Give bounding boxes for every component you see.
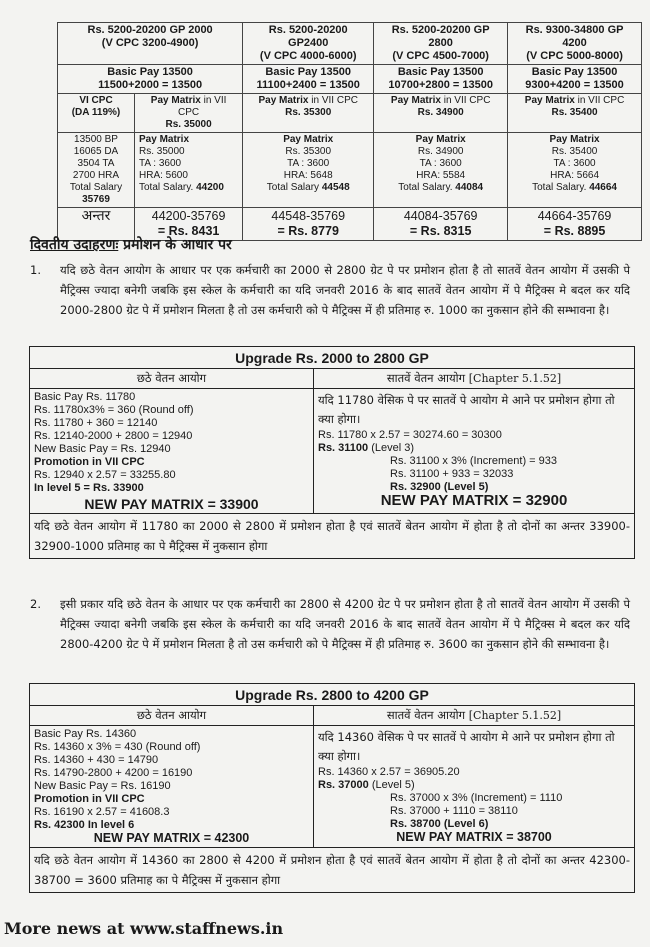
level-line: Rs. 31100 (Level 3) bbox=[318, 442, 415, 454]
matrix-detail: Pay Matrix Rs. 35300 TA : 3600 HRA: 5648 Total Salary 44548 bbox=[243, 133, 374, 208]
difference-cell: 44084-35769 = Rs. 8315 bbox=[374, 208, 508, 241]
difference-cell: 44200-35769 = Rs. 8431 bbox=[135, 208, 243, 241]
antar-label: अन्तर bbox=[58, 208, 135, 241]
grade-header: Rs. 5200-20200 GP2400 (V CPC 4000-6000) bbox=[243, 23, 374, 65]
calc-line: Rs. 31100 + 933 = 32033 bbox=[390, 468, 514, 480]
heading-underlined: दिवतीय उदाहरणः bbox=[30, 237, 119, 253]
calc-line: Rs. 11780 + 360 = 12140 bbox=[34, 417, 158, 429]
sixth-cpc-column bbox=[30, 369, 314, 513]
level-line: In level 5 = Rs. 33900 bbox=[34, 482, 144, 494]
basic-pay-cell: Basic Pay 13500 11100+2400 = 13500 bbox=[243, 65, 374, 94]
level-line: Rs. 37000 (Level 5) bbox=[318, 779, 415, 791]
paragraph-2 bbox=[30, 594, 630, 654]
calc-line: Rs. 37000 x 3% (Increment) = 1110 bbox=[390, 792, 563, 804]
calc-line: Rs. 14360 x 2.57 = 36905.20 bbox=[318, 766, 460, 778]
calc-line: Rs. 14360 x 3% = 430 (Round off) bbox=[34, 741, 201, 753]
intro-text: यदि 14360 वेसिक पे पर सातवें पे आयोग मे आने पर प्रमोशन होगा तो क्या होगा। bbox=[318, 730, 615, 763]
column-head: सातवें वेतन आयोग [Chapter 5.1.52] bbox=[314, 706, 634, 726]
grade-header: Rs. 9300-34800 GP 4200 (V CPC 5000-8000) bbox=[508, 23, 642, 65]
level-line: Rs. 32900 (Level 5) bbox=[390, 481, 489, 493]
paragraph-number: 2. bbox=[30, 597, 41, 611]
paragraph-text: इसी प्रकार यदि छठे वेतन के आधार पर एक कर्मचारी का 2800 से 4200 ग्रेट पे पर प्रमोशन होता है तो सातवें वेतन आयोग में उसकी पे मैट्रिक्स ज्यादा बनेगी जबकि इस स्केल के कर्मचारी का यदि जनवरी 2016 के बाद सातवें वेतन आयोग में पे मैट्रिक्स मे बदल कर यदि 2800-4200 ग्रेट पे में प्रमोशन मिलता है तो उस कर्मचारी को पे मैट्रिक्स में ही प्रतिमाह रु. 3600 का नुकसान होने की सम्भावना है। bbox=[60, 597, 630, 651]
calc-line: New Basic Pay = Rs. 12940 bbox=[34, 443, 171, 455]
column-head: सातवें वेतन आयोग [Chapter 5.1.52] bbox=[314, 369, 634, 389]
seventh-cpc-column bbox=[314, 706, 634, 847]
calc-line: Rs. 16190 x 2.57 = 41608.3 bbox=[34, 806, 170, 818]
vi-cpc-detail: 13500 BP 16065 DA 3504 TA 2700 HRA Total Salary 35769 bbox=[58, 133, 135, 208]
column-head: छठे वेतन आयोग bbox=[30, 706, 313, 726]
box-note: यदि छठे वेतन आयोग में 14360 का 2800 से 4200 में प्रमोशन होता है एवं सातवें बेतन आयोग में होता है तो दोनों का अन्तर 42300-38700 = 3600 प्रतिमाह का पे मैट्रिक्स में नुकसान होगा bbox=[30, 847, 634, 892]
promotion-label: Promotion in VII CPC bbox=[34, 793, 145, 805]
heading-rest: प्रमोशन के आधार पर bbox=[118, 237, 232, 253]
grade-header: Rs. 5200-20200 GP 2000 (V CPC 3200-4900) bbox=[58, 23, 243, 65]
pay-matrix-label: Pay Matrix in VII CPC Rs. 34900 bbox=[374, 94, 508, 133]
calc-line: Basic Pay Rs. 11780 bbox=[34, 391, 136, 403]
upgrade-box-1 bbox=[29, 346, 635, 559]
pay-comparison-table bbox=[57, 22, 642, 241]
matrix-detail: Pay Matrix Rs. 35000 TA : 3600 HRA: 5600 Total Salary. 44200 bbox=[135, 133, 243, 208]
calc-line: Basic Pay Rs. 14360 bbox=[34, 728, 137, 740]
paragraph-number: 1. bbox=[30, 263, 41, 277]
basic-pay-cell: Basic Pay 13500 10700+2800 = 13500 bbox=[374, 65, 508, 94]
grade-header: Rs. 5200-20200 GP 2800 (V CPC 4500-7000) bbox=[374, 23, 508, 65]
level-line: Rs. 42300 In level 6 bbox=[34, 819, 135, 831]
table-row bbox=[58, 133, 642, 208]
calc-line: New Basic Pay = Rs. 16190 bbox=[34, 780, 171, 792]
pay-matrix-label: Pay Matrix in VII CPC Rs. 35400 bbox=[508, 94, 642, 133]
box-title: Upgrade Rs. 2800 to 4200 GP bbox=[30, 684, 634, 706]
vi-cpc-label: VI CPC (DA 119%) bbox=[58, 94, 135, 133]
calc-line: Rs. 11780x3% = 360 (Round off) bbox=[34, 404, 194, 416]
level-line: Rs. 38700 (Level 6) bbox=[390, 818, 489, 830]
basic-pay-cell: Basic Pay 13500 9300+4200 = 13500 bbox=[508, 65, 642, 94]
new-pay-matrix: NEW PAY MATRIX = 33900 bbox=[84, 496, 259, 512]
calc-line: Rs. 31100 x 3% (Increment) = 933 bbox=[390, 455, 558, 467]
column-head: छठे वेतन आयोग bbox=[30, 369, 313, 389]
calc-line: Rs. 11780 x 2.57 = 30274.60 = 30300 bbox=[318, 429, 502, 441]
table-row bbox=[58, 23, 642, 65]
paragraph-1 bbox=[30, 260, 630, 320]
section-heading bbox=[30, 235, 232, 254]
paragraph-text: यदि छठे वेतन आयोग के आधार पर एक कर्मचारी का 2000 से 2800 ग्रेट पे पर प्रमोशन होता है तो सातवें वेतन आयोग में उसकी पे मैट्रिक्स ज्यादा बनेगी जबकि इस स्केल के कर्मचारी का यदि जनवरी 2016 के बाद सातवें वेतन आयोग में पे मैट्रिक्स मे बदल कर यदि 2000-2800 ग्रेट पे में प्रमोशन मिलता है तो उस कर्मचारी को पे मैट्रिक्स में ही प्रतिमाह रु. 1000 का नुकसान होने की सम्भावना है। bbox=[60, 263, 630, 317]
calc-line: Rs. 14360 + 430 = 14790 bbox=[34, 754, 159, 766]
pay-matrix-label: Pay Matrix in VII CPC Rs. 35300 bbox=[243, 94, 374, 133]
upgrade-box-2 bbox=[29, 683, 635, 893]
matrix-detail: Pay Matrix Rs. 35400 TA : 3600 HRA: 5664 Total Salary. 44664 bbox=[508, 133, 642, 208]
calc-line: Rs. 12140-2000 + 2800 = 12940 bbox=[34, 430, 193, 442]
calc-line: Rs. 14790-2800 + 4200 = 16190 bbox=[34, 767, 193, 779]
footer-link[interactable]: More news at www.staffnews.in bbox=[4, 919, 284, 938]
calc-line: Rs. 37000 + 1110 = 38110 bbox=[390, 805, 518, 817]
box-note: यदि छठे वेतन आयोग में 11780 का 2000 से 2800 में प्रमोशन होता है एवं सातवें बेतन आयोग में होता है तो दोनों का अन्तर 33900-32900-1000 प्रतिमाह का पे मैट्रिक्स में नुकसान होगा bbox=[30, 513, 634, 558]
promotion-label: Promotion in VII CPC bbox=[34, 456, 145, 468]
seventh-cpc-column bbox=[314, 369, 634, 513]
sixth-cpc-column bbox=[30, 706, 314, 847]
difference-cell: 44548-35769 = Rs. 8779 bbox=[243, 208, 374, 241]
box-title: Upgrade Rs. 2000 to 2800 GP bbox=[30, 347, 634, 369]
intro-text: यदि 11780 वेसिक पे पर सातवें पे आयोग मे आने पर प्रमोशन होगा तो क्या होगा। bbox=[318, 393, 615, 426]
calc-line: Rs. 12940 x 2.57 = 33255.80 bbox=[34, 469, 176, 481]
new-pay-matrix: NEW PAY MATRIX = 42300 bbox=[93, 831, 250, 845]
table-row bbox=[58, 65, 642, 94]
basic-pay-cell: Basic Pay 13500 11500+2000 = 13500 bbox=[58, 65, 243, 94]
table-row bbox=[58, 94, 642, 133]
pay-matrix-label: Pay Matrix in VII CPC Rs. 35000 bbox=[135, 94, 243, 133]
difference-cell: 44664-35769 = Rs. 8895 bbox=[508, 208, 642, 241]
new-pay-matrix: NEW PAY MATRIX = 38700 bbox=[396, 830, 552, 844]
matrix-detail: Pay Matrix Rs. 34900 TA : 3600 HRA: 5584 Total Salary. 44084 bbox=[374, 133, 508, 208]
new-pay-matrix: NEW PAY MATRIX = 32900 bbox=[380, 492, 568, 509]
